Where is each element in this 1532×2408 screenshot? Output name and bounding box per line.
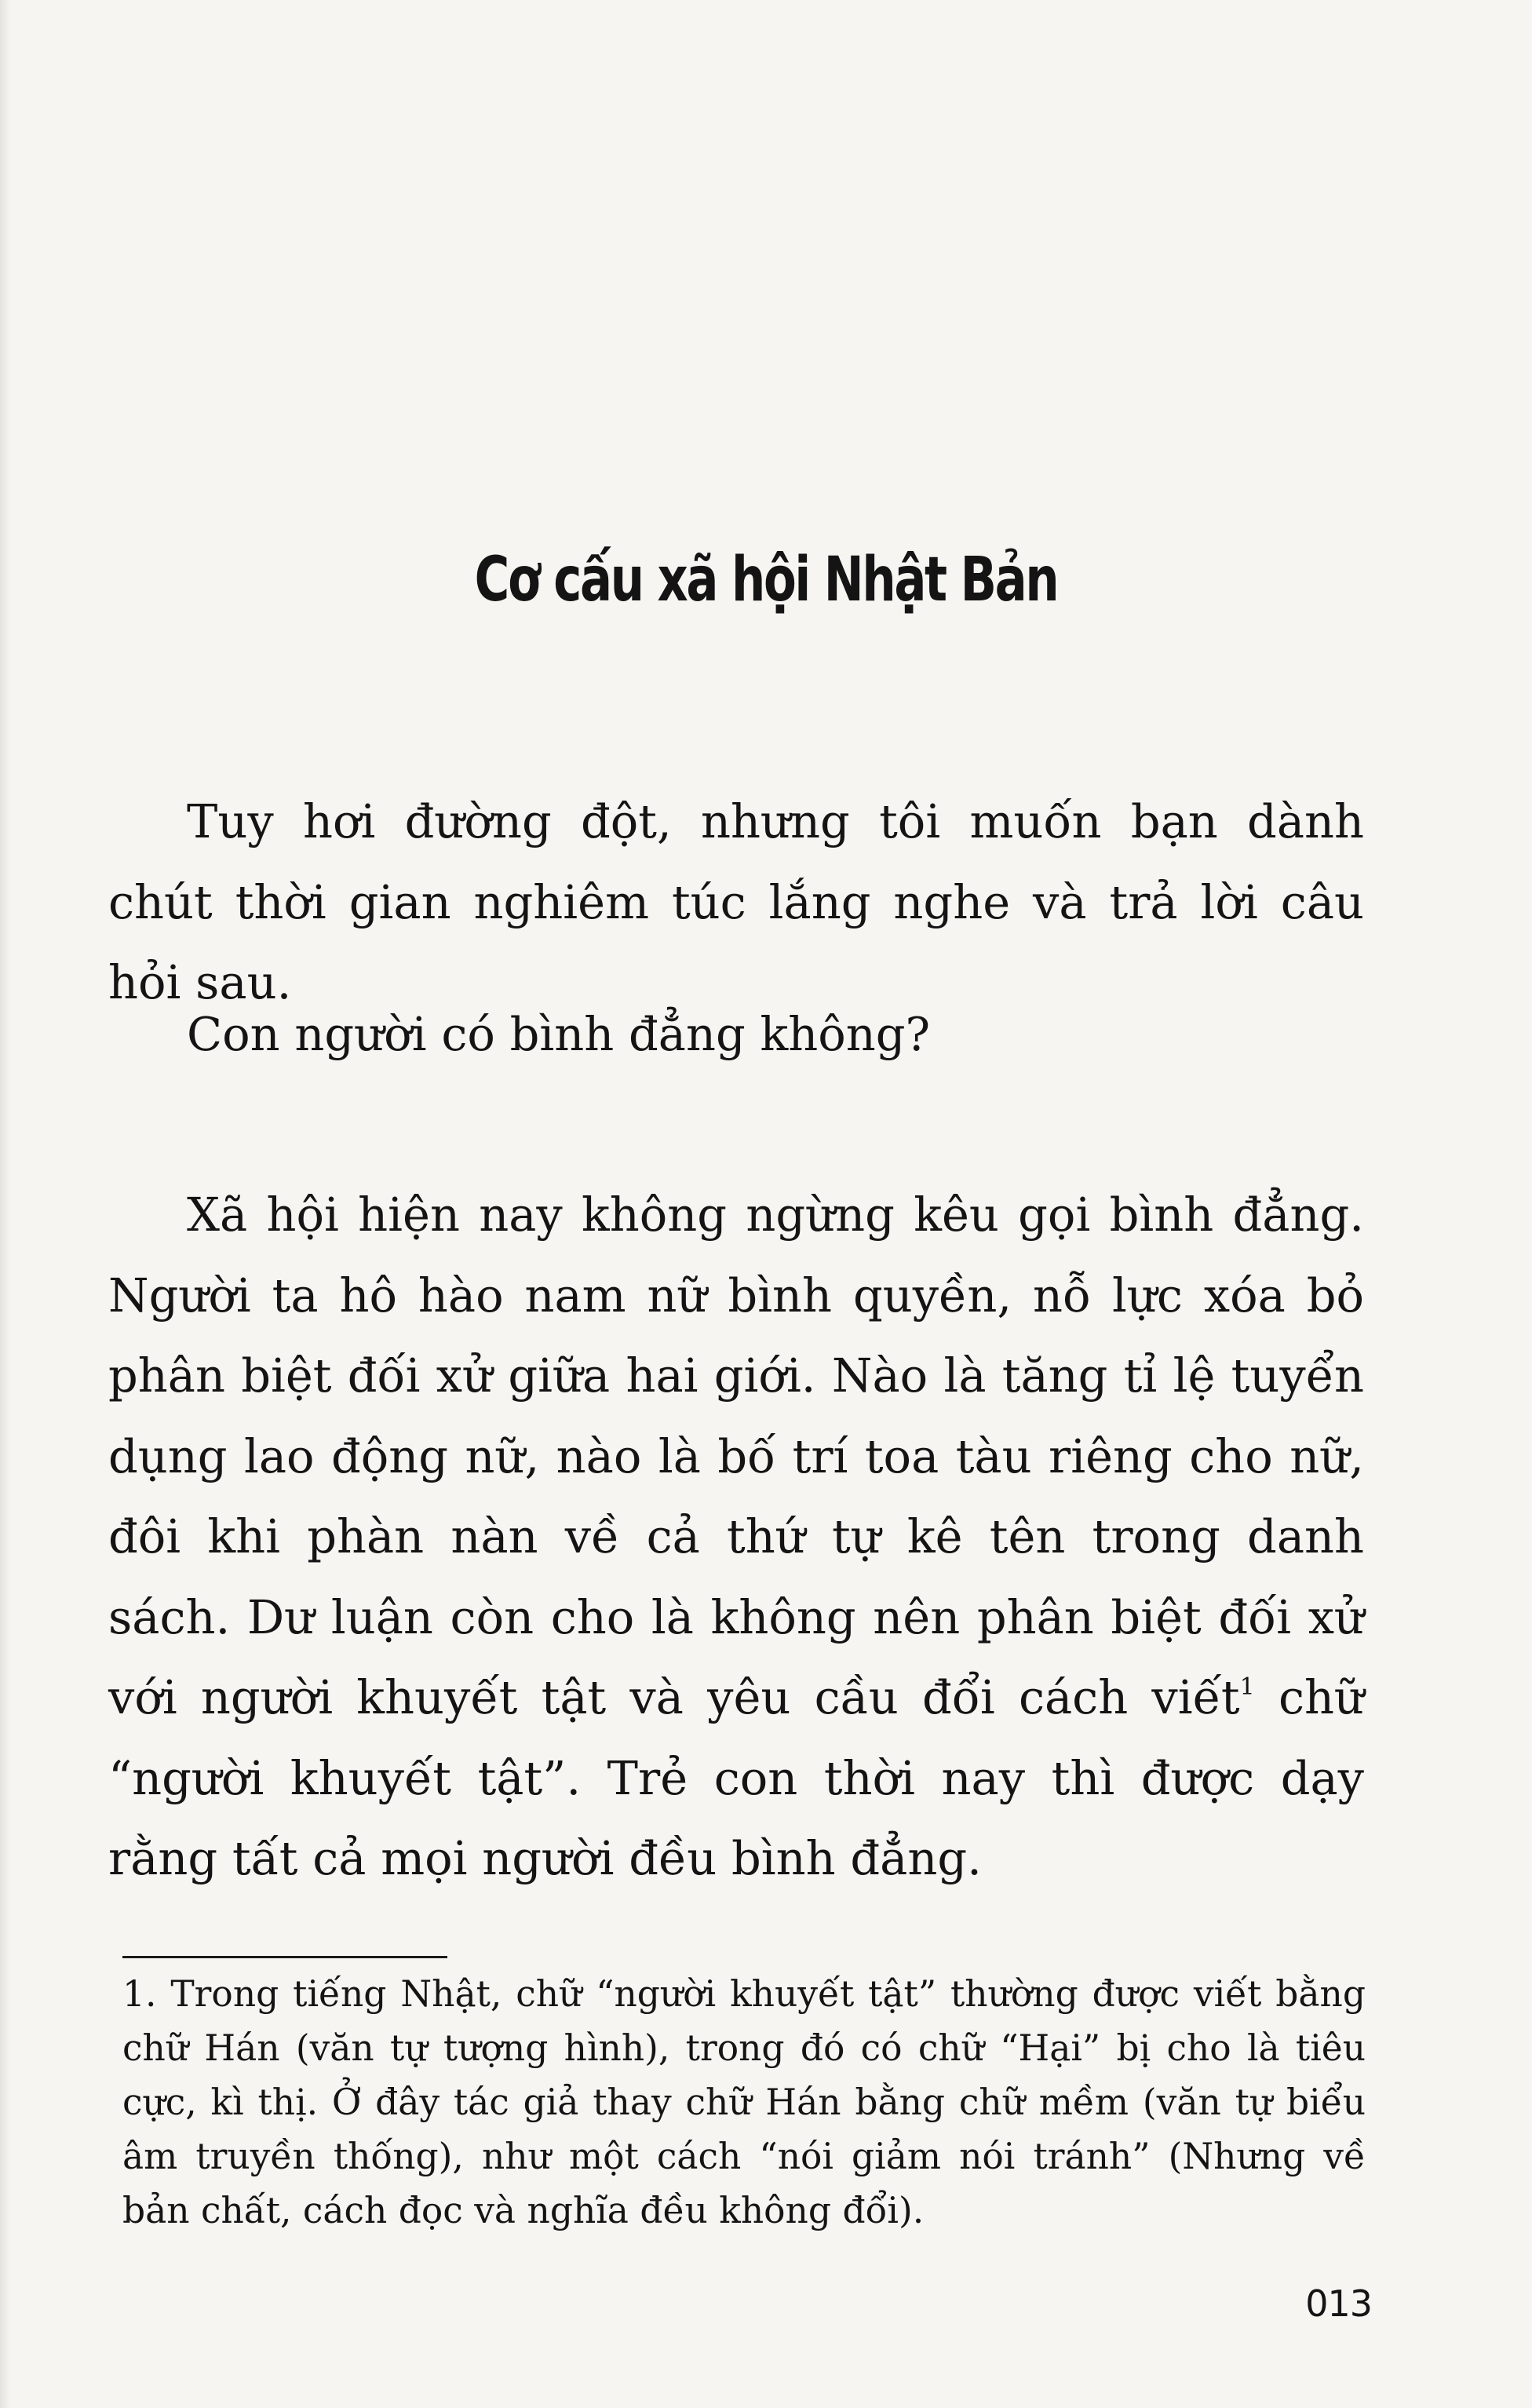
paragraph-3-text-continued: chữ “người khuyết tật”. Trẻ con thời nay thì được dạy rằng tất cả mọi người đều bình đẳng. bbox=[108, 1670, 1364, 1885]
paragraph-3-text: Xã hội hiện nay không ngừng kêu gọi bình đẳng. Người ta hô hào nam nữ bình quyền, nỗ lực xóa bỏ phân biệt đối xử giữa hai giới. Nào là tăng tỉ lệ tuyển dụng lao động nữ, nào là bố trí toa tàu riêng cho nữ, đôi khi phàn nàn về cả thứ tự kê tên trong danh sách. Dư luận còn cho là không nên phân biệt đối xử với người khuyết tật và yêu cầu đổi cách viết bbox=[108, 1188, 1364, 1724]
paragraph-3 bbox=[108, 1175, 1364, 1899]
footnote-divider bbox=[122, 1956, 447, 1958]
chapter-title: Cơ cấu xã hội Nhật Bản bbox=[474, 545, 1058, 615]
paragraph-2: Con người có bình đẳng không? bbox=[187, 1007, 931, 1061]
page-edge bbox=[0, 0, 11, 2408]
footnote: 1. Trong tiếng Nhật, chữ “người khuyết tật” thường được viết bằng chữ Hán (văn tự tượng hình), trong đó có chữ “Hại” bị cho là tiêu cực, kì thị. Ở đây tác giả thay chữ Hán bằng chữ mềm (văn tự biểu âm truyền thống), như một cách “nói giảm nói tránh” (Nhưng về bản chất, cách đọc và nghĩa đều không đổi). bbox=[122, 1973, 1366, 2231]
running-head-bleed bbox=[934, 132, 1326, 151]
page-number: 013 bbox=[1305, 2282, 1372, 2325]
footnote-reference: 1 bbox=[1239, 1673, 1255, 1701]
paragraph-1: Tuy hơi đường đột, nhưng tôi muốn bạn dành chút thời gian nghiêm túc lắng nghe và trả lời câu hỏi sau. bbox=[108, 794, 1364, 1009]
